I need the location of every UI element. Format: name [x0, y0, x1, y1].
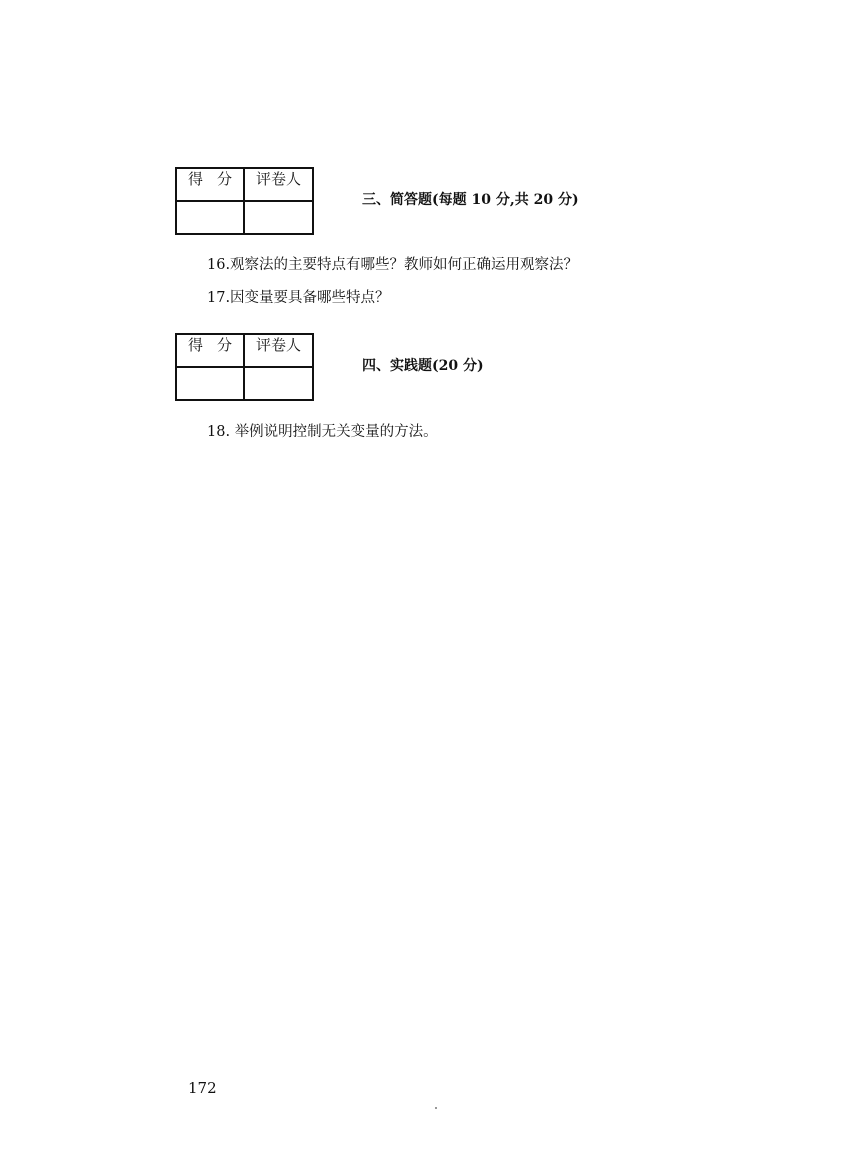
grader-label: 评卷人	[255, 336, 301, 354]
score-entry-cell[interactable]	[176, 201, 244, 234]
section-heading-short-answer: 三、简答题(每题 10 分,共 20 分)	[362, 192, 579, 208]
score-label: 得分	[187, 170, 246, 188]
grader-entry-cell[interactable]	[244, 201, 313, 234]
grader-header-cell	[244, 168, 313, 201]
score-label: 得分	[187, 336, 246, 354]
score-entry-cell[interactable]	[176, 367, 244, 400]
question-17: 17.因变量要具备哪些特点？	[207, 290, 390, 306]
score-header-cell	[176, 168, 244, 201]
score-table-section-4	[175, 333, 314, 401]
page-number: 172	[188, 1079, 217, 1097]
question-16: 16.观察法的主要特点有哪些？教师如何正确运用观察法？	[207, 257, 579, 273]
section-heading-practice: 四、实践题(20 分)	[362, 358, 484, 374]
score-table-section-3	[175, 167, 314, 235]
grader-label: 评卷人	[255, 170, 301, 188]
grader-entry-cell[interactable]	[244, 367, 313, 400]
grader-header-cell	[244, 334, 313, 367]
question-18: 18. 举例说明控制无关变量的方法。	[207, 424, 438, 440]
score-header-cell	[176, 334, 244, 367]
scan-speck	[435, 1107, 437, 1109]
